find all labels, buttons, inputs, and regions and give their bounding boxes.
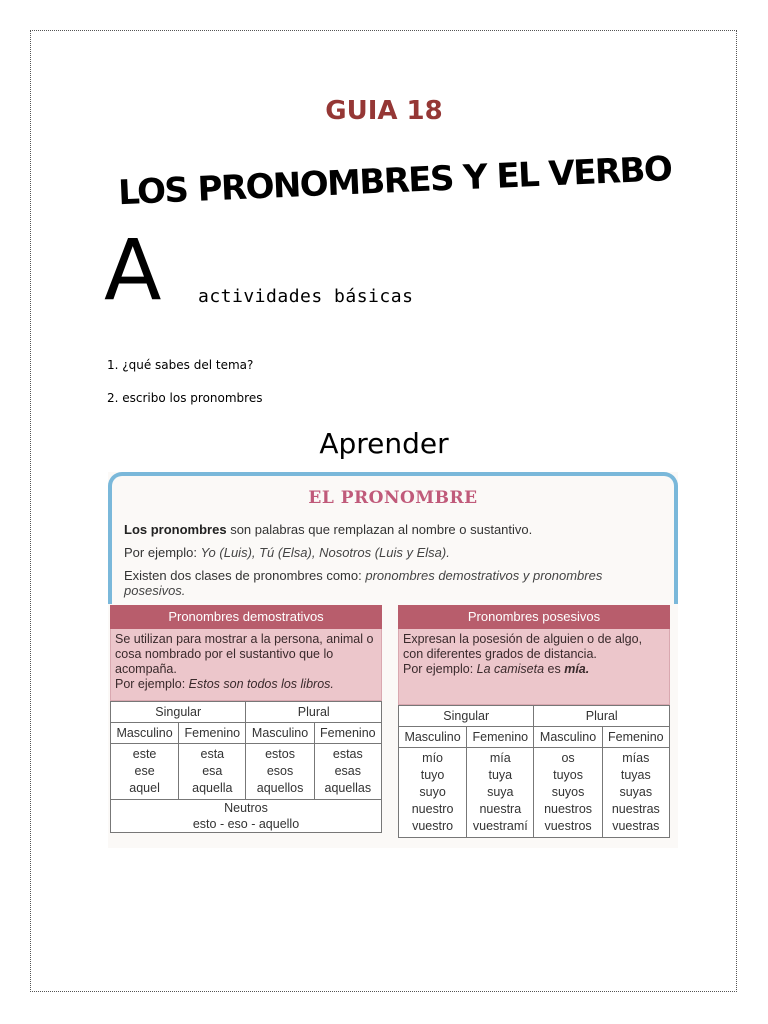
column-header: Masculino [399,727,467,748]
table-cell: estos esos aquellos [246,744,314,800]
demonstrative-example-prefix: Por ejemplo: [115,677,189,691]
possessive-box [398,605,670,838]
plural-header: Plural [534,706,670,727]
main-title [117,149,678,214]
section-label: actividades básicas [198,286,414,307]
example-line [124,545,450,560]
table-cell: os tuyos suyos nuestros vuestros [534,748,602,838]
textbook-title: EL PRONOMBRE [308,488,478,508]
table-cell: estas esas aquellas [314,744,381,800]
table-cell: mía tuya suya nuestra vuestramí [467,748,534,838]
column-header: Masculino [246,723,314,744]
aprender-heading: Aprender [319,427,449,460]
example-prefix: Por ejemplo: [124,545,201,560]
demonstrative-description [110,629,382,701]
definition-line [124,522,532,537]
column-header: Femenino [179,723,246,744]
demonstrative-table [110,701,382,833]
main-title-text: LOS PRONOMBRES Y EL VERBO [117,149,674,214]
table-cell: esta esa aquella [179,744,246,800]
singular-header: Singular [111,702,246,723]
possessive-desc-text: Expresan la posesión de alguien o de algo, con diferentes grados de distancia. [403,632,643,661]
possessive-example-prefix: Por ejemplo: [403,662,477,676]
table-cell: mío tuyo suyo nuestro vuestro [399,748,467,838]
plural-header: Plural [246,702,382,723]
demonstrative-heading: Pronombres demostrativos [110,605,382,629]
neutros-values: esto - eso - aquello [192,817,300,831]
possessive-example: La camiseta [476,662,545,676]
definition-text: son palabras que remplazan al nombre o sustantivo. [226,522,533,537]
classes-prefix: Existen dos clases de pronombres como: [124,568,366,583]
table-cell: este ese aquel [111,744,179,800]
demonstrative-desc-text: Se utilizan para mostrar a la persona, animal o cosa nombrado por el sustantivo que lo acompaña. [115,632,374,676]
possessive-description [398,629,670,705]
classes-text: pronombres demostrativos y pronombres posesivos. [124,568,603,598]
possessive-heading: Pronombres posesivos [398,605,670,629]
question-1: 1. ¿qué sabes del tema? [107,358,254,372]
textbook-image [108,472,678,848]
example-text: Yo (Luis), Tú (Elsa), Nosotros (Luis y Elsa). [200,545,450,560]
possessive-example-mid: es [544,662,565,676]
singular-header: Singular [399,706,534,727]
demonstrative-example: Estos son todos los libros. [188,677,334,691]
definition-term: Los pronombres [124,522,227,537]
classes-line [124,568,654,598]
table-cell: mías tuyas suyas nuestras vuestras [602,748,669,838]
column-header: Femenino [602,727,669,748]
guide-number-title: GUIA 18 [325,96,443,126]
possessive-example-word: mía. [564,662,590,676]
big-letter: A [104,221,162,319]
column-header: Femenino [314,723,381,744]
column-header: Masculino [534,727,602,748]
column-header: Masculino [111,723,179,744]
neutros-cell [111,800,382,833]
possessive-table [398,705,670,838]
question-2: 2. escribo los pronombres [107,391,263,405]
demonstrative-box [110,605,382,833]
neutros-label: Neutros [224,801,268,815]
column-header: Femenino [467,727,534,748]
